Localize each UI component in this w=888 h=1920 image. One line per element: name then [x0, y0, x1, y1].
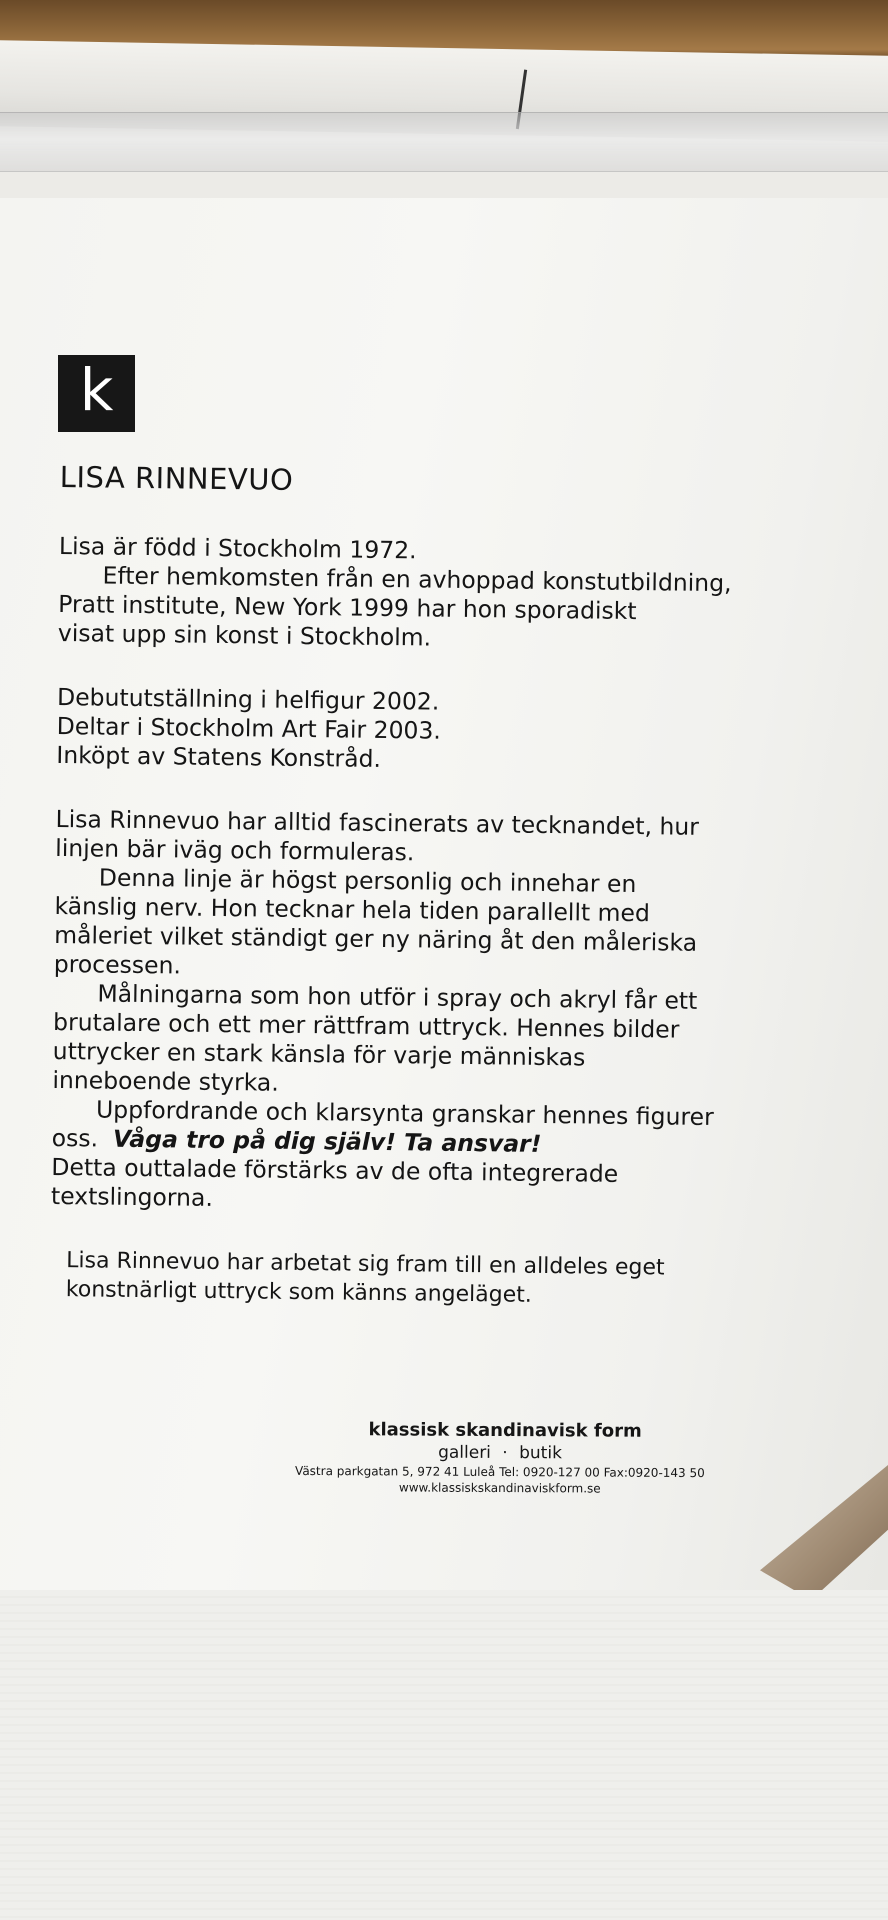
body-line: Denna linje är högst personlig och innehar en: [98, 863, 637, 899]
body-line: måleriet vilket ständigt ger ny näring åt den måleriska: [54, 920, 698, 957]
exhibitions-list: [56, 683, 857, 780]
body-line: känslig nerv. Hon tecknar hela tiden parallellt med: [54, 891, 651, 928]
lower-paper: [0, 1590, 888, 1920]
exhibition-line: Deltar i Stockholm Art Fair 2003.: [56, 711, 442, 745]
tape-strip: [0, 112, 888, 172]
body-line: Målningarna som hon utför i spray och akryl får ett: [97, 979, 698, 1015]
closing-line: konstnärligt uttryck som känns angeläget.: [65, 1277, 532, 1308]
body-line: processen.: [53, 949, 182, 980]
gallery-address: Västra parkgatan 5, 972 41 Luleå Tel: 0920-127 00 Fax:0920-143 50: [295, 1463, 705, 1481]
body-line: brutalare och ett mer rättfram uttryck. Hennes bilder: [52, 1007, 680, 1044]
intro-line: Lisa är född i Stockholm 1972.: [58, 531, 417, 565]
intro-line: Pratt institute, New York 1999 har hon sporadiskt: [58, 589, 637, 626]
gallery-logo: k: [58, 355, 135, 432]
body-emph-prefix: oss.: [51, 1123, 99, 1153]
gallery-website: www.klassiskskandinaviskform.se: [398, 1480, 601, 1496]
exhibition-line: Debututställning i helfigur 2002.: [56, 682, 440, 716]
poster-text: [49, 460, 860, 1349]
intro-line: Efter hemkomsten från en avhoppad konstutbildning,: [102, 561, 732, 598]
body-line: textslingorna.: [50, 1181, 214, 1212]
poster-sheet: [0, 198, 888, 1590]
intro-paragraph: [58, 532, 859, 658]
artist-name: LISA RINNEVUO: [59, 460, 294, 497]
body-line: uttrycker en stark känsla för varje människas: [52, 1036, 586, 1072]
body-line: Uppfordrande och klarsynta granskar hennes figurer: [95, 1095, 714, 1132]
closing-paragraph: [50, 1246, 851, 1314]
body-paragraph: [51, 805, 856, 1221]
body-line: inneboende styrka.: [52, 1065, 279, 1097]
body-line: linjen bär iväg och formuleras.: [55, 833, 415, 867]
exhibition-line: Inköpt av Statens Konstråd.: [56, 740, 382, 773]
body-line: Detta outtalade förstärks av de ofta integrerade: [51, 1152, 619, 1188]
emphasized-quote: Våga tro på dig själv! Ta ansvar!: [112, 1124, 542, 1158]
gallery-footer: [180, 1418, 820, 1496]
body-line: Lisa Rinnevuo har alltid fascinerats av tecknandet, hur: [55, 804, 700, 841]
gallery-name: klassisk skandinavisk form: [368, 1419, 642, 1442]
closing-line: Lisa Rinnevuo har arbetat sig fram till en alldeles eget: [66, 1248, 665, 1281]
intro-line: visat upp sin konst i Stockholm.: [57, 618, 432, 652]
gallery-subtitle: galleri · butik: [438, 1442, 562, 1464]
